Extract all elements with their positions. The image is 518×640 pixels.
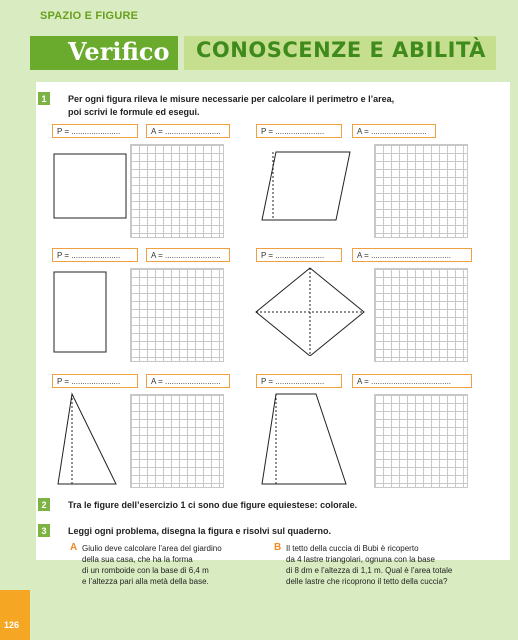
- grid-area: [130, 144, 224, 238]
- grid-area: [374, 394, 468, 488]
- exercise-2-badge: 2: [38, 498, 50, 511]
- grid-area: [130, 268, 224, 362]
- perimeter-box[interactable]: P = ......................: [256, 124, 342, 138]
- area-box[interactable]: A = .........................: [146, 248, 230, 262]
- exercise-1-line1: Per ogni figura rileva le misure necessarie per calcolare il perimetro e l’area,: [68, 94, 395, 104]
- area-box[interactable]: A = .........................: [352, 124, 436, 138]
- problem-a-letter: A: [70, 542, 78, 553]
- grid-area: [374, 144, 468, 238]
- area-box[interactable]: A = ....................................: [352, 374, 472, 388]
- grid-area: [374, 268, 468, 362]
- perimeter-box[interactable]: P = ......................: [52, 124, 138, 138]
- exercise-1-line2: poi scrivi le formule ed esegui.: [68, 107, 200, 117]
- perimeter-box[interactable]: P = ......................: [256, 374, 342, 388]
- problem-b-text: Il tetto della cuccia di Bubi è ricoperto da 4 lastre triangolari, ognuna con la base di 8 dm e l’altezza di 1,1 m. Qual è l’area totale delle lastre che ricoprono il tetto della cuccia?: [286, 544, 453, 586]
- verifico-title: Verifico: [68, 37, 170, 66]
- grid-area: [130, 394, 224, 488]
- exercise-1-badge: 1: [38, 92, 50, 105]
- triangle-figure: [52, 392, 132, 488]
- exercise-3-text: Leggi ogni problema, disegna la figura e risolvi sul quaderno.: [68, 526, 332, 536]
- rectangle-figure: [52, 268, 132, 358]
- problem-b-letter: B: [274, 542, 282, 553]
- problem-a-text: Giulio deve calcolare l’area del giardino della sua casa, che ha la forma di un romboide con la base di 6,4 m e l’altezza pari alla metà della base.: [82, 544, 222, 586]
- cea-title: CONOSCENZE E ABILITÀ: [196, 38, 486, 62]
- area-box[interactable]: A = .........................: [146, 124, 230, 138]
- page-number-tab: [0, 590, 30, 640]
- perimeter-box[interactable]: P = ......................: [52, 248, 138, 262]
- parallelogram-figure: [256, 144, 356, 234]
- page-number: 126: [4, 620, 20, 630]
- area-box[interactable]: A = ....................................: [352, 248, 472, 262]
- rhombus-figure: [252, 266, 372, 356]
- perimeter-box[interactable]: P = ......................: [52, 374, 138, 388]
- square-figure: [52, 144, 132, 224]
- perimeter-box[interactable]: P = ......................: [256, 248, 342, 262]
- exercise-3-badge: 3: [38, 524, 50, 537]
- trapezoid-figure: [256, 392, 356, 488]
- area-box[interactable]: A = .........................: [146, 374, 230, 388]
- exercise-2-text: Tra le figure dell’esercizio 1 ci sono due figure equiestese: colorale.: [68, 500, 358, 510]
- section-label: SPAZIO E FIGURE: [40, 10, 139, 22]
